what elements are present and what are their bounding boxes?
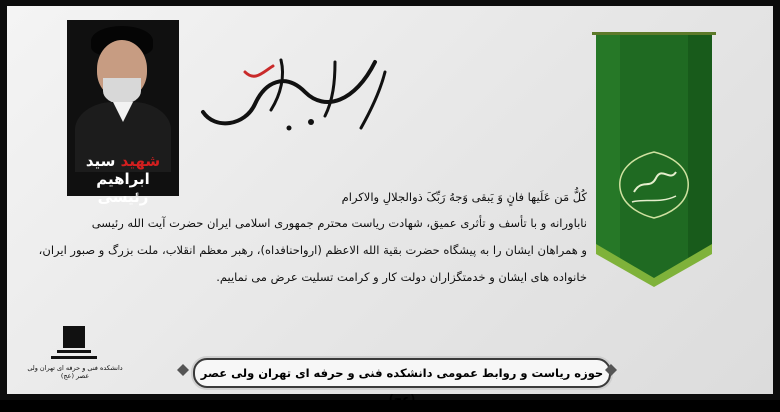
footer-caption xyxy=(193,358,611,406)
beard-shape xyxy=(103,78,141,104)
university-name: دانشکده فنی و حرفه ای تهران ولی عصر (عج) xyxy=(27,364,123,380)
quran-verse: کُلُّ مَن عَلَیها فانٍ وَ یَبقی وَجهُ رَبِّکَ ذوالجلالِ والاکرام xyxy=(341,190,587,204)
portrait-caption xyxy=(71,152,175,206)
logo-emblem-icon xyxy=(63,326,85,348)
logo-bar-icon xyxy=(57,350,91,353)
university-logo xyxy=(27,322,123,382)
message-line: و همراهان ایشان را به پیشگاه حضرت بقیة الله الاعظم (ارواحنافداه)، رهبر معظم انقلاب، ملت بزرگ و صبور ایران، xyxy=(38,243,587,257)
message-line: خانواده های ایشان و خدمتگزاران دولت کار و کرامت تسلیت عرض می نماییم. xyxy=(216,270,587,284)
calligraphy-verse-art xyxy=(185,42,405,146)
condolence-panel xyxy=(7,6,773,406)
portrait-card xyxy=(67,20,179,206)
green-banner-art xyxy=(590,32,718,287)
footer-ornament-right-icon xyxy=(605,364,617,376)
footer-text: حوزه ریاست و روابط عمومی دانشکده فنی و حرفه ای تهران ولی عصر (عج) xyxy=(200,366,604,406)
caption-martyr: شهید xyxy=(120,152,161,170)
footer-ornament-left-icon xyxy=(177,364,189,376)
caption-name: سید ابراهیم رئیسی xyxy=(85,152,150,206)
condolence-message xyxy=(27,210,587,291)
logo-bar-icon xyxy=(51,356,97,359)
message-line: ناباورانه و با تأسف و تأثری عمیق، شهادت ریاست محترم جمهوری اسلامی ایران حضرت آیت الله رئیسی xyxy=(91,216,587,230)
